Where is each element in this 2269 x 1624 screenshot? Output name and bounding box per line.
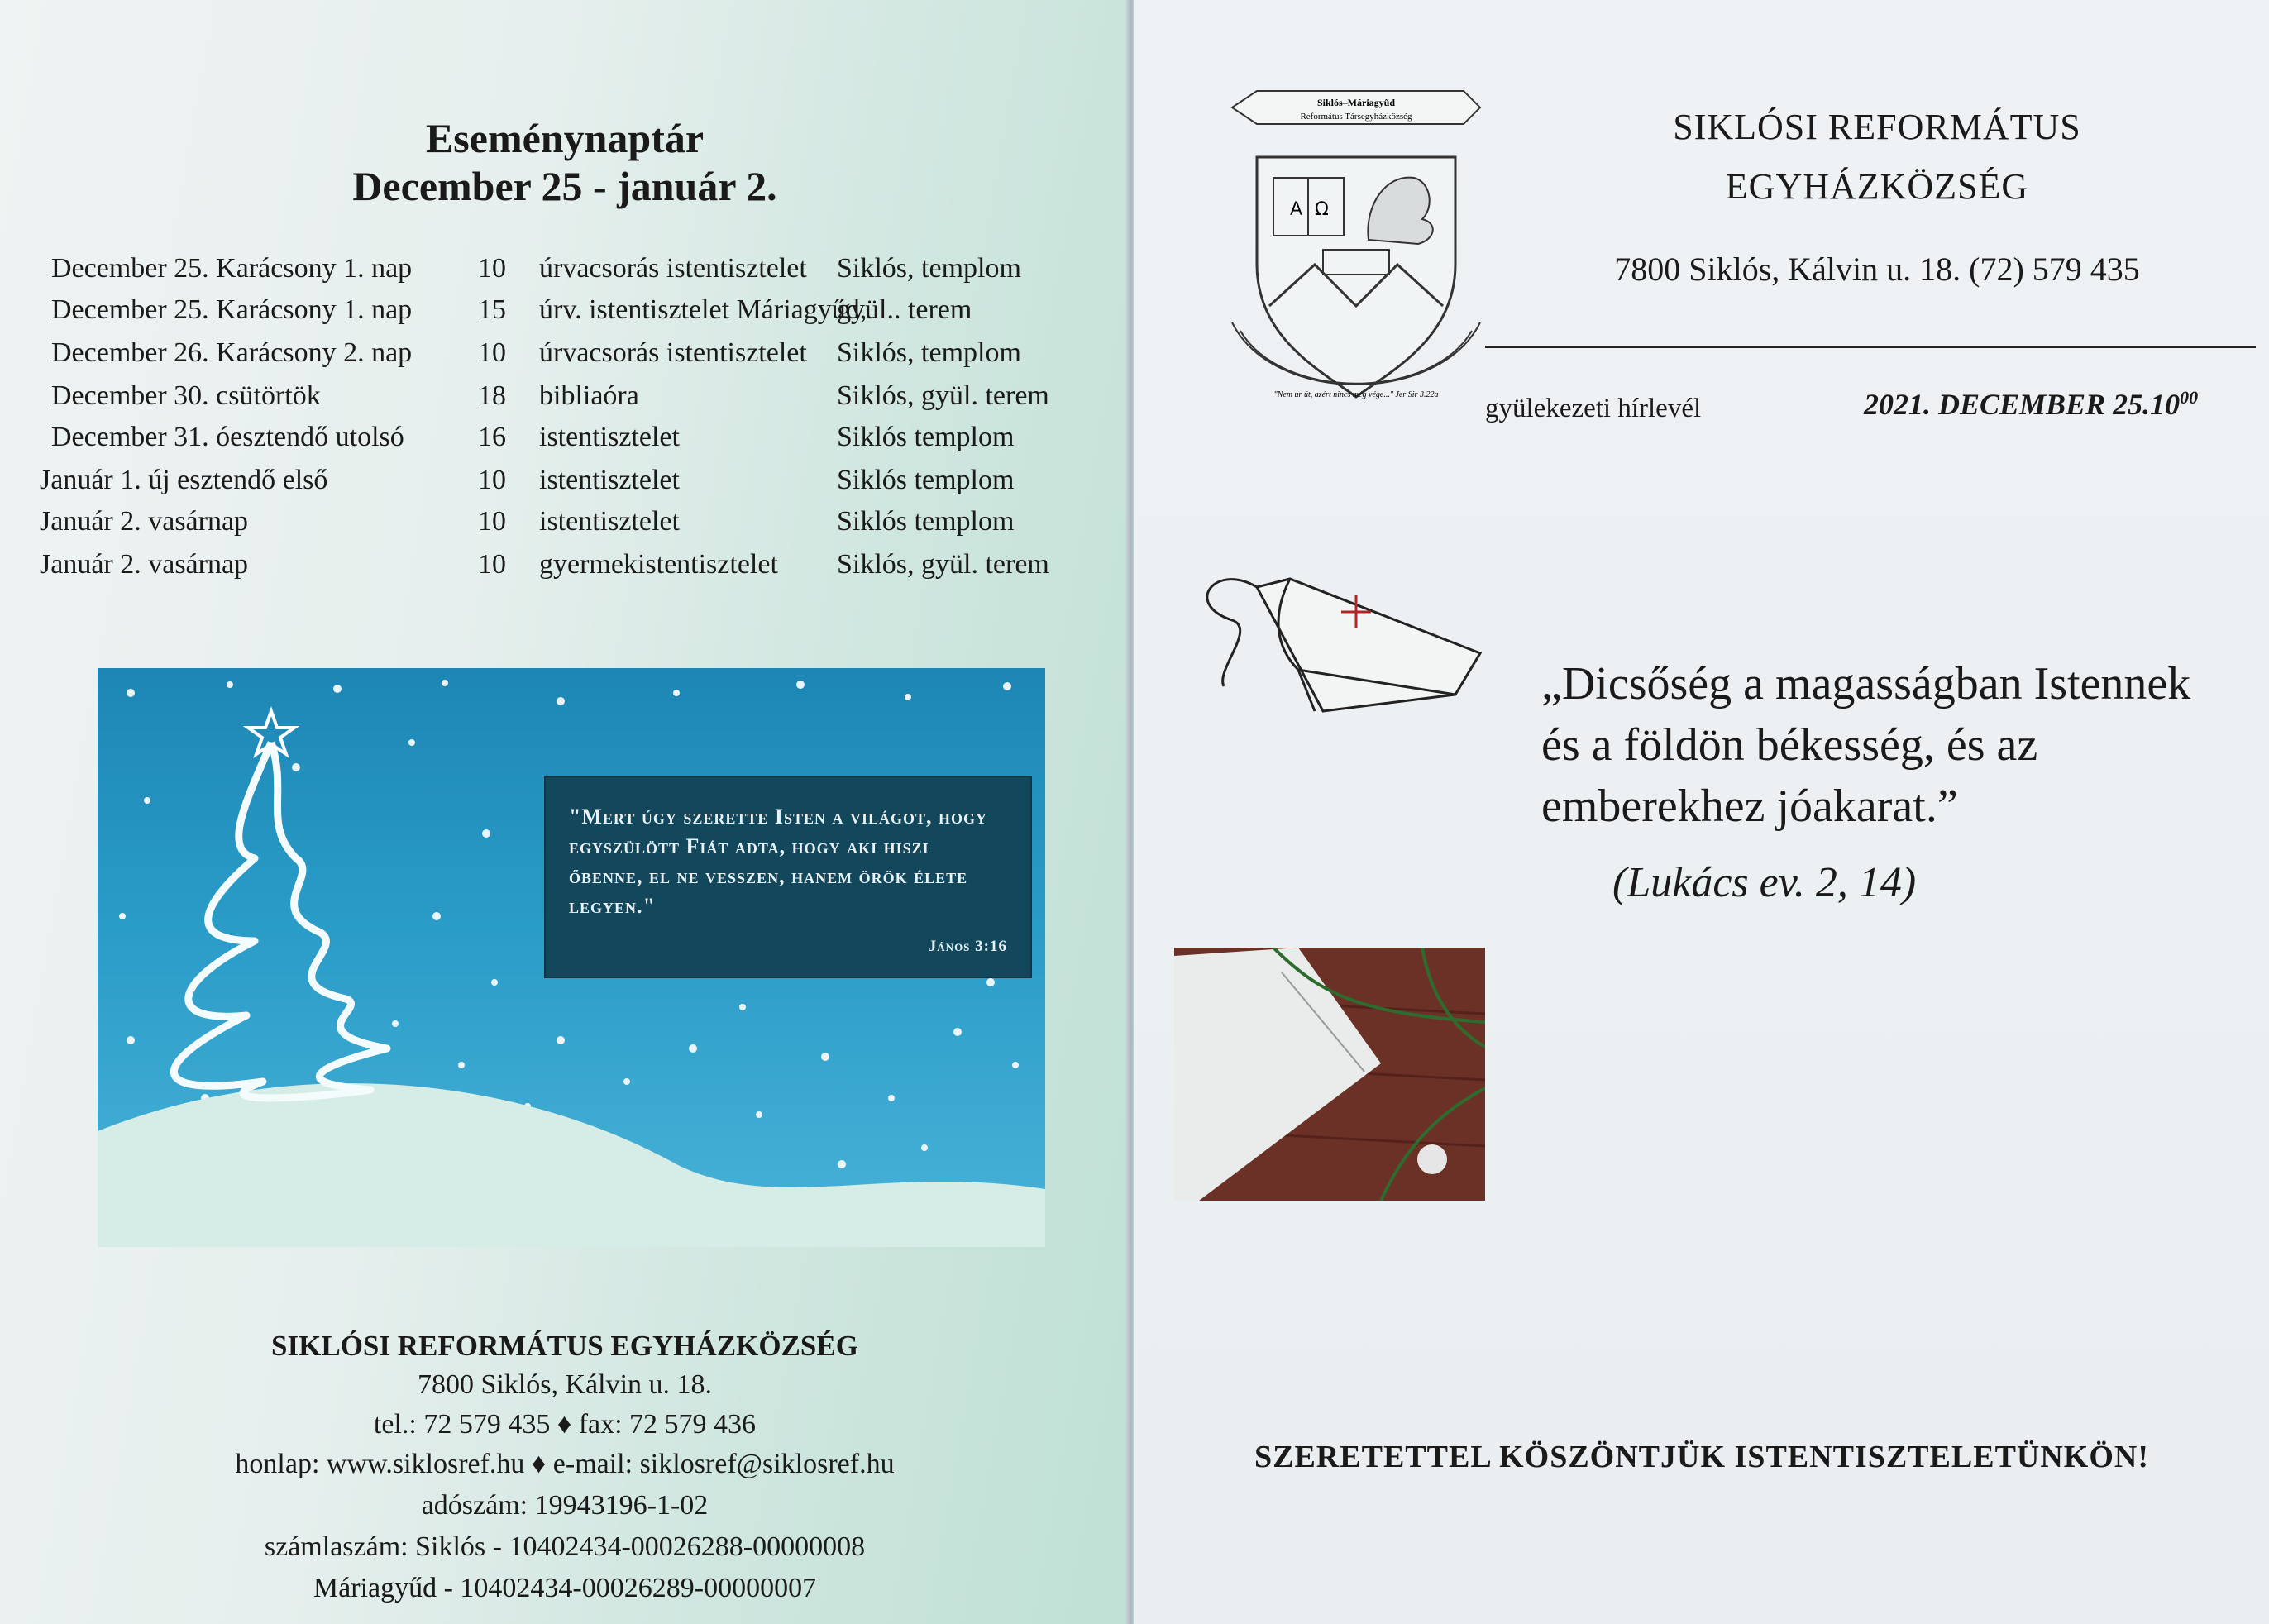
- event-day: December 26. Karácsony 2. nap: [51, 337, 413, 368]
- header-line-2: EGYHÁZKÖZSÉG: [1725, 166, 2029, 207]
- event-place: gyül.. terem: [837, 294, 972, 325]
- alpha-icon: Α: [1290, 199, 1303, 220]
- left-page: [0, 0, 1130, 1624]
- header-rule: [1485, 346, 2256, 348]
- welcome-message: SZERETETTEL KÖSZÖNTJÜK ISTENTISZTELETÜNKÖN!: [1254, 1440, 2150, 1474]
- scripture-quote: „Dicsőség a magasságban Istennek és a földön békesség, és az emberekhez jóakarat.”: [1541, 658, 2191, 832]
- newsletter-label: gyülekezeti hírlevél: [1485, 394, 1702, 423]
- event-place: Siklós, templom: [837, 253, 1021, 284]
- event-row: [0, 549, 1130, 592]
- contact-web-email: honlap: www.siklosref.hu ♦ e-mail: siklosref@siklosref.hu: [235, 1449, 895, 1479]
- event-day: December 25. Karácsony 1. nap: [51, 253, 413, 284]
- omega-icon: Ω: [1315, 199, 1329, 220]
- event-time: 10: [478, 549, 506, 580]
- scripture-reference: (Lukács ev. 2, 14): [1612, 859, 1917, 906]
- event-row: [0, 422, 1130, 465]
- date-text: 2021. DECEMBER 25.10: [1864, 388, 2181, 421]
- event-row: [0, 337, 1130, 380]
- event-place: Siklós, templom: [837, 337, 1021, 368]
- christmas-card-image: [98, 668, 1045, 1247]
- calendar-subtitle: December 25 - január 2.: [352, 163, 777, 209]
- event-event: istentisztelet: [539, 506, 680, 537]
- event-event: bibliaóra: [539, 380, 639, 411]
- event-time: 18: [478, 380, 506, 411]
- event-row: [0, 465, 1130, 508]
- event-time: 10: [478, 253, 506, 284]
- header-address: 7800 Siklós, Kálvin u. 18. (72) 579 435: [1614, 251, 2140, 288]
- event-event: gyermekistentisztelet: [539, 549, 778, 580]
- event-place: Siklós templom: [837, 422, 1015, 452]
- contact-church-name: SIKLÓSI REFORMÁTUS EGYHÁZKÖZSÉG: [271, 1330, 858, 1362]
- event-time: 10: [478, 465, 506, 495]
- event-row: [0, 380, 1130, 423]
- event-place: Siklós, gyül. terem: [837, 380, 1049, 411]
- bible-verse-text: "Mert úgy szerette Isten a világot, hogy egyszülött Fiát adta, hogy aki hiszi őbenne, el ne vesszen, hanem örök élete legyen.": [569, 805, 988, 918]
- newsletter-date: [1864, 387, 2198, 422]
- contact-tax-number: adószám: 19943196-1-02: [421, 1490, 709, 1521]
- event-day: December 25. Karácsony 1. nap: [51, 294, 413, 325]
- bookmark-ribbon: [1207, 580, 1257, 686]
- bible-verse-box: [544, 776, 1032, 978]
- contact-account-1: számlaszám: Siklós - 10402434-00026288-00000008: [264, 1531, 866, 1562]
- snow-hill: [98, 1083, 1045, 1247]
- candle-icon: [1417, 1144, 1447, 1174]
- event-event: úrvacsorás istentisztelet: [539, 337, 807, 368]
- event-row: [0, 506, 1130, 549]
- crest-banner-text: Siklós–Máriagyűd: [1316, 97, 1396, 108]
- event-row: [0, 253, 1130, 296]
- contact-phones: tel.: 72 579 435 ♦ fax: 72 579 436: [373, 1409, 757, 1440]
- church-crest: [1224, 74, 1488, 422]
- event-row: [0, 294, 1130, 337]
- event-day: Január 1. új esztendő első: [40, 465, 328, 495]
- event-day: Január 2. vasárnap: [40, 549, 249, 580]
- event-day: December 30. csütörtök: [51, 380, 321, 411]
- bible-book-icon: [1182, 546, 1488, 736]
- event-place: Siklós templom: [837, 506, 1015, 537]
- event-time: 10: [478, 506, 506, 537]
- bible-and-fir-photo: [1174, 948, 1485, 1201]
- event-time: 10: [478, 337, 506, 368]
- calendar-title: Eseménynaptár: [425, 115, 705, 161]
- contact-account-2: Máriagyűd - 10402434-00026289-00000007: [313, 1573, 817, 1603]
- event-event: istentisztelet: [539, 465, 680, 495]
- bible-verse-reference: János 3:16: [928, 938, 1007, 955]
- event-time: 16: [478, 422, 506, 452]
- event-event: istentisztelet: [539, 422, 680, 452]
- header-line-1: SIKLÓSI REFORMÁTUS: [1673, 107, 2081, 147]
- event-day: December 31. óesztendő utolsó: [51, 422, 404, 452]
- event-place: Siklós, gyül. terem: [837, 549, 1049, 580]
- event-day: Január 2. vasárnap: [40, 506, 249, 537]
- event-time: 15: [478, 294, 506, 325]
- event-event: úrv. istentisztelet Máriagyűd,: [539, 294, 867, 325]
- contact-address: 7800 Siklós, Kálvin u. 18.: [417, 1369, 713, 1400]
- event-event: úrvacsorás istentisztelet: [539, 253, 807, 284]
- event-place: Siklós templom: [837, 465, 1015, 495]
- date-superscript: 00: [2180, 387, 2199, 408]
- christmas-tree: [174, 743, 387, 1098]
- crest-banner-text-2: Református Társegyházközség: [1300, 112, 1412, 122]
- crest-motto: "Nem ur üt, azért nincs még vége..." Jer Sir 3.22a: [1273, 390, 1439, 399]
